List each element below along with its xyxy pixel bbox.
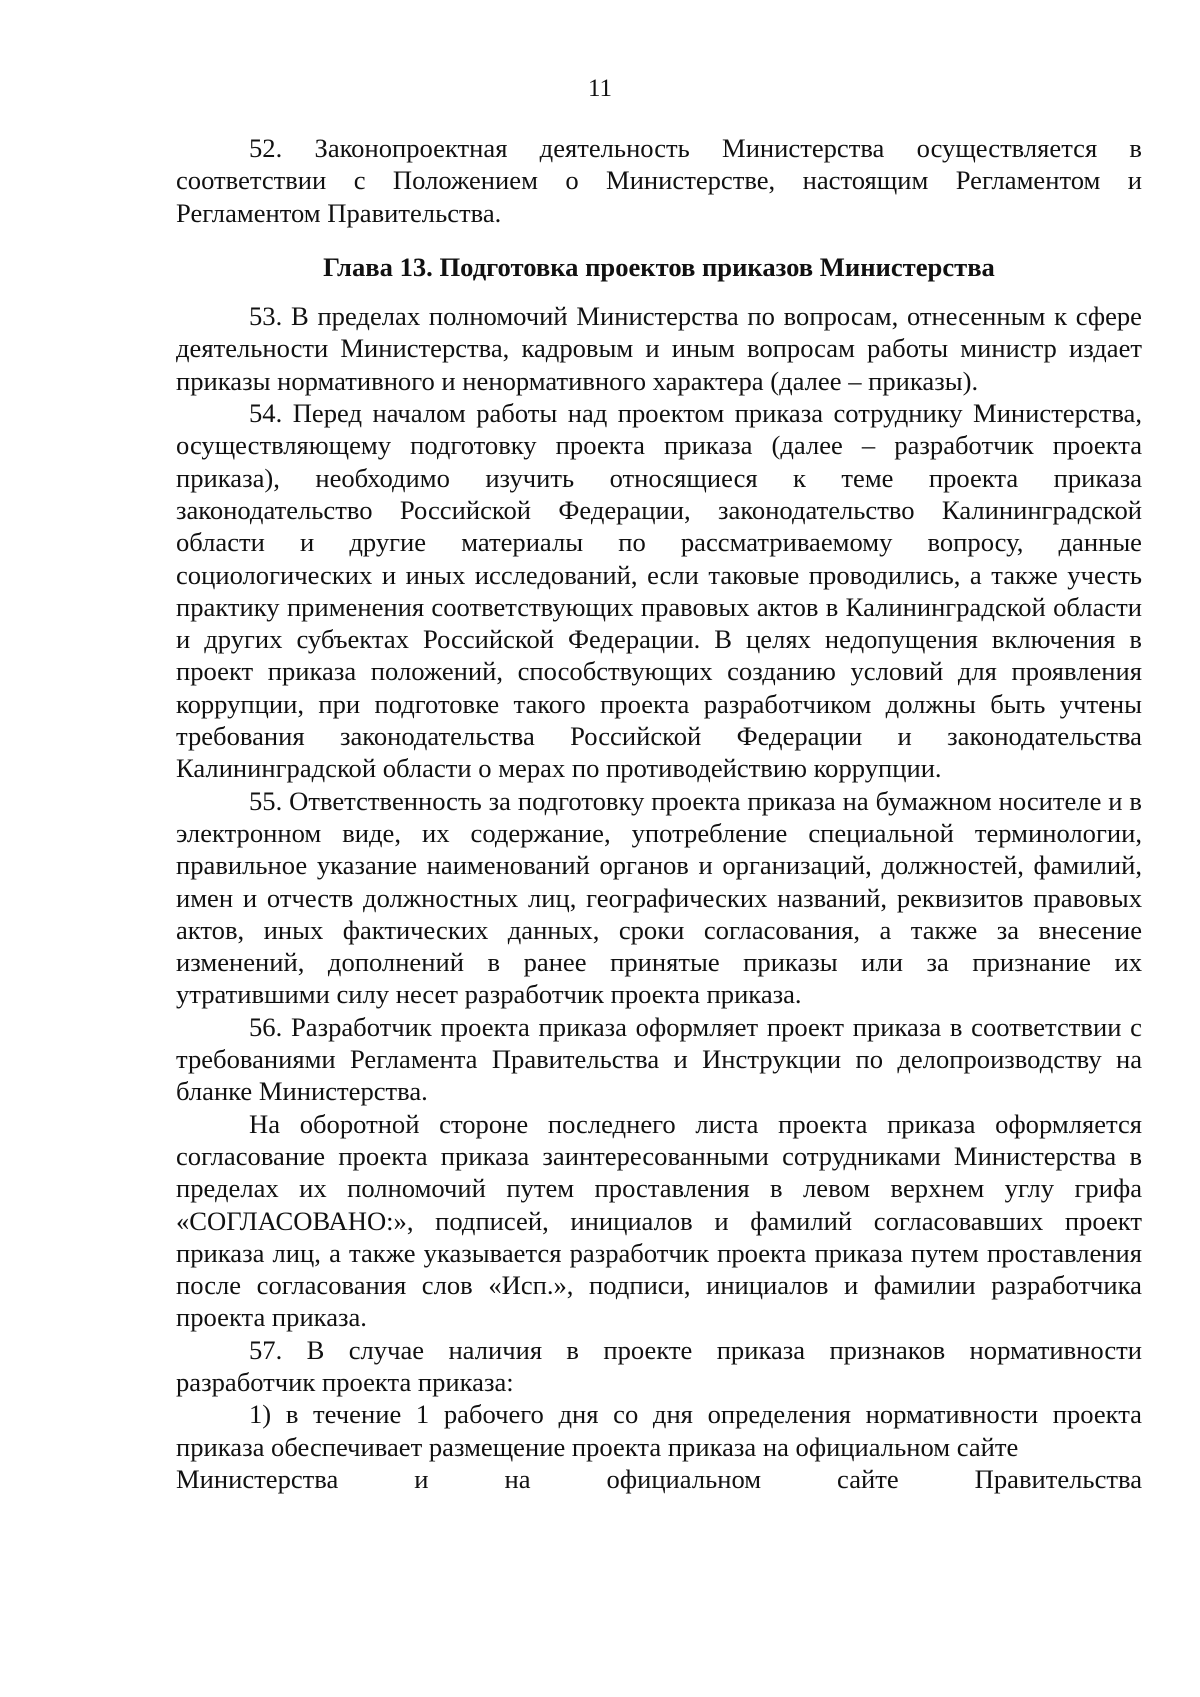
paragraph-56: 56. Разработчик проекта приказа оформляет проект приказа в соответствии с требованиями Регламента Правительства и Инструкции по делопроизводству на бланке Министерства.	[176, 1011, 1142, 1107]
paragraph-57: 57. В случае наличия в проекте приказа признаков нормативности разработчик проекта приказа:	[176, 1334, 1142, 1397]
chapter-heading: Глава 13. Подготовка проектов приказов Министерства	[323, 251, 995, 282]
paragraph-57-item-1: 1) в течение 1 рабочего дня со дня определения нормативности проекта приказа обеспечивает размещение проекта приказа на официальном сайте	[176, 1399, 1142, 1462]
paragraph-54: 54. Перед началом работы над проектом приказа сотруднику Министерства, осуществляющему подготовку проекта приказа (далее – разработчик проекта приказа), необходимо изучить относящиеся к теме проекта приказа законодательство Российской Федерации, законодательство Калининградской области и другие материалы по рассматриваемому вопросу, данные социологических и иных исследований, если таковые проводились, а также учесть практику применения соответствующих правовых актов в Калининградской области и других субъектах Российской Федерации. В целях недопущения включения в проект приказа положений, способствующих созданию условий для проявления коррупции, при подготовке такого проекта разработчиком должны быть учтены требования законодательства Российской Федерации и законодательства Калининградской области о мерах по противодействию коррупции.	[176, 398, 1142, 784]
document-body	[176, 132, 1142, 1495]
paragraph-57-item-1-continuation: Министерства и на официальном сайте Правительства	[176, 1463, 1142, 1494]
paragraph-56-approval: На оборотной стороне последнего листа проекта приказа оформляется согласование проекта приказа заинтересованными сотрудниками Министерства в пределах их полномочий путем проставления в левом верхнем углу грифа «СОГЛАСОВАНО:», подписей, инициалов и фамилий согласовавших проект приказа лиц, а также указывается разработчик проекта приказа путем проставления после согласования слов «Исп.», подписи, инициалов и фамилии разработчика проекта приказа.	[176, 1108, 1142, 1333]
paragraph-53: 53. В пределах полномочий Министерства по вопросам, отнесенным к сфере деятельности Министерства, кадровым и иным вопросам работы министр издает приказы нормативного и ненормативного характера (далее – приказы).	[176, 301, 1142, 396]
page-number: 11	[587, 75, 613, 102]
paragraph-52: 52. Законопроектная деятельность Министерства осуществляется в соответствии с Положением о Министерстве, настоящим Регламентом и Регламентом Правительства.	[176, 133, 1142, 228]
paragraph-55: 55. Ответственность за подготовку проекта приказа на бумажном носителе и в электронном виде, их содержание, употребление специальной терминологии, правильное указание наименований органов и организаций, должностей, фамилий, имен и отчеств должностных лиц, географических названий, реквизитов правовых актов, иных фактических данных, сроки согласования, а также за внесение изменений, дополнений в ранее принятые приказы или за признание их утратившими силу несет разработчик проекта приказа.	[176, 785, 1142, 1010]
